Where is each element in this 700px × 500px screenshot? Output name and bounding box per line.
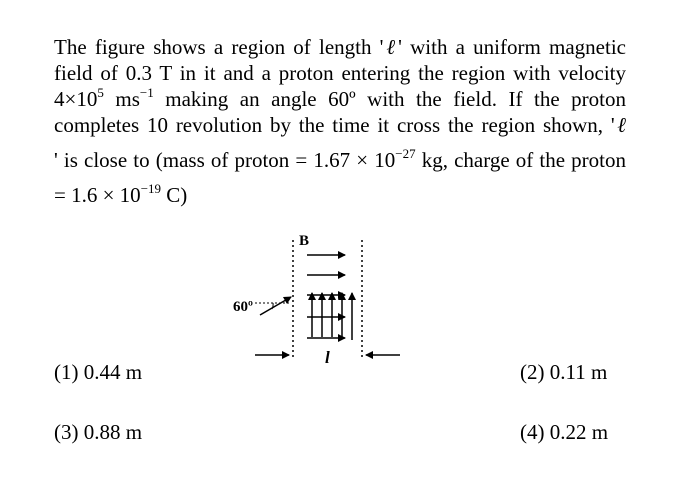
question-text xyxy=(54,34,626,208)
length-label: l xyxy=(325,348,330,367)
angle-label: 60º xyxy=(233,299,253,315)
question-line-4: completes 10 revolution by the time it cross the region shown, 'ℓ xyxy=(54,113,626,137)
ell-symbol: ℓ xyxy=(383,35,399,59)
option-2[interactable]: (2) 0.11 m xyxy=(520,360,608,384)
question-line-6: = $1.6 \times 10^{-19}$ C) xyxy=(54,181,188,207)
question-line-1: The figure shows a region of length 'ℓ' with a uniform magnetic xyxy=(54,35,626,59)
option-3[interactable]: (3) 0.88 m xyxy=(54,420,143,444)
magnetic-field-figure xyxy=(225,225,405,370)
field-label: B xyxy=(299,233,310,249)
option-1[interactable]: (1) 0.44 m xyxy=(54,360,143,384)
question-line-5: ' is close to (mass of proton = $1.67 \times 10^{-27}$ kg, charge of the proton xyxy=(54,146,626,172)
option-4[interactable]: (4) 0.22 m xyxy=(520,420,609,444)
velocity-arrow xyxy=(260,297,291,315)
angle-arc xyxy=(272,303,273,309)
ell-symbol: ℓ xyxy=(614,113,626,137)
question-line-2: field of 0.3 T in it and a proton entering the region with velocity xyxy=(54,61,626,85)
question-line-3: $4\times 10^5$ $ms^{-1}$ making an angle 60º with the field. If the proton xyxy=(54,85,626,111)
